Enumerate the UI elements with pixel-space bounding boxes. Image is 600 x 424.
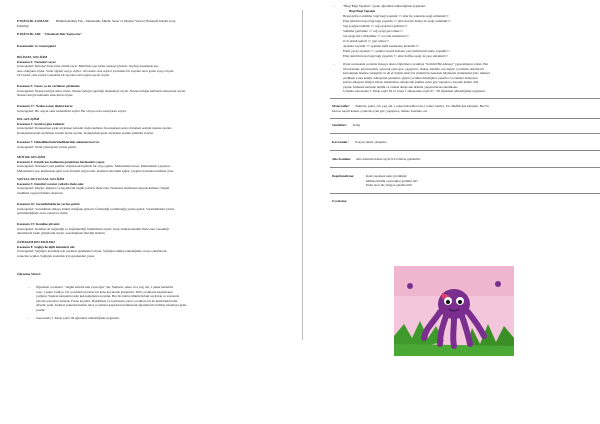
k17-line-1: Göstergeleri: Bir olayın olası nedenlerini söyler. Bir olayın olası sonuçlarını söyler. [17, 108, 127, 113]
para-line-1: Oyun sonrasında çocuklar masaya alınır. Öğretmen çocuklara "Sevimli Bir Ahtapot" yapacaklarını söyler. Her [343, 62, 489, 66]
sozcukler-label: Sözcükler: [332, 123, 348, 127]
song-line-7: Ayakları sayalım <> ayakları hafif kanatlanıp hızlandır<> [343, 44, 420, 48]
k3s-line-1: Göstergeleri: Duygu, düşünce ve hayallerini özgün yollarla ifade eder. Nesneleri alışılmışın dışında kullanır. Özgün [17, 186, 170, 190]
k3s-line-2: özellikler taşıyan ürünler oluşturur. [17, 190, 64, 195]
row-divider [330, 167, 600, 168]
sozcukler-value: Kalıp [353, 123, 361, 127]
bullet-1: – [28, 285, 30, 289]
materyaller-label: Materyaller: [332, 104, 350, 108]
row-divider [330, 193, 600, 194]
column-divider [302, 10, 303, 340]
k4-line-2: tane olduğunu söyler. Sıralı öğeleri sayıyı söyler. 10'a kadar olan sayılar içerisinde bir sayıdan önce gelen sayıyı söyler. [17, 68, 175, 73]
k15-line-2: durumlarda farklı görüşlerini söyler. Gerektiğinde liderliği üstlenir. [17, 231, 106, 235]
k5-line-1: Göstergeleri: Nesne/varlığın adını söyler. Nesne/varlığın yapıldığı malzemeyi söyler. Nesne/varlığın kullanım amaçlarını söyler. [17, 88, 186, 93]
para-bullet: – [333, 62, 335, 66]
p1-line-2: tozu, 1 paket vanilya, Un çocuklarla beraber bir kaba koyularak karıştırılır. Tüm çocukların kaşıklarının [36, 289, 173, 294]
ozbakim-title: ÖZBAKIM BECERİLERİ [17, 240, 55, 244]
k8-line-2: sonuçları açıklar. Sağlığını korumak için gerekenleri yapar. [17, 253, 95, 258]
k3-line-2: Konuşurken/şarkı söylerken sesinin hızını ayarlar. Konuşurken/şarkı söylerken sesinin şiddetini ayarlar. [17, 130, 154, 135]
degerlendirme-label: Değerlendirme: [332, 174, 355, 178]
para-line-6: yapılır. Kâhanın kartınde iletimi ve ortakla ahtapotun ürünler yapıştırılarak tamamlanır. [343, 84, 459, 89]
para-line-4: çizdikten sonra kesilir. Ahtapotun gözlerini, ağzını çocuklar dilediğince yaparlar. Çocuklara ahtapotun [343, 75, 478, 80]
song-bullet: – [333, 4, 335, 8]
para-line-3: kartonunun üzerine yerleştirir ve eli el ölçüsü elleri bir çizimini üç kenarını büyüterek çizmelerini ister. Ahtapot [343, 71, 491, 75]
song-line-4: Simdiler getirdiniz <> sağ ayağı geri alınız<> [343, 29, 404, 33]
song-line-5: Sol ayağı ileri yürüyünüz <> sol elle uzatılımız<> [343, 34, 409, 38]
k4-line-1: Göstergeleri: İleri/geri birer birer ritmik sayar. Belirtilen sayı kadar nesneyi gösterir. Saydığı nesnelerin kaç [17, 64, 159, 68]
k4m-title: Kazanım 4: Küçük kas kullanımı gerektiren hareketleri yapar. [17, 159, 105, 164]
p1-line-4: çikolata parçaları atılarak. Fırına koyulur. Pişirilirken ve saymasına sonra çocuklara bir ile üzerindeki bulut [36, 298, 178, 303]
aile-label: Aile Katılımı: [332, 157, 352, 161]
p2-line-1: Sonrasında 7. Kitap sayfa 38 öğretmen rehberliğinde uygulanır. [36, 316, 120, 320]
row-divider [330, 98, 600, 99]
k7-title: Kazanım 7: Dinlediklerinin/izlediklerinin anlamını kavrar. [17, 140, 100, 144]
zaman-value: Bütünleştirilmiş Fen - Matematik, Müzik, Sanat ve Oluşma Yaratıcı Hareketli Küçük Grup [56, 19, 176, 23]
k17-title: Kazanım 17: Neden-sonuç ilişkisi kurar. [17, 104, 74, 108]
materyaller-line-1: Yumurta, şeker, sıvı yağ, süt, 1 paket kabartma tozu,1 paket vanilya, Un, Muffik kek kalıpları, Her bir [355, 104, 490, 108]
k3-line-1: Göstergeleri: Konuşurken şarkı söylerken nefesini doğru kullanır. Konuşurken şarkı söylerken sesinin tonunu ayarlar. [17, 126, 172, 130]
para-line-2: bir kartonun, keçeli kalem, oyuncak oyun göz, yapıştırıcı, makas, kurdele, ete dağıtır. Çocukları ellerini bir [343, 66, 484, 71]
p1-line-3: yağlanır. Yapılan karışımın tadın kek kalıplarına koyulur. Her bir kalıba ürünün fırlaki sayılarak ve sayısında [36, 294, 180, 298]
octopus-illustration [394, 266, 514, 356]
p1-line-6: yenilir. [36, 307, 46, 312]
k4-line-3: 10'a kadar olan sayılar içerisinde bir sayıdan sonra gelen sayıyı söyler. [17, 73, 110, 77]
k4m-line-2: Malzemeleri araç kullanarak şekil verir. Kalemi doğru tutar. Kalem kontrolünü sağlar. Çizgileri istenilen nitelikte çizer. [17, 168, 175, 173]
bullet-2: – [28, 316, 30, 320]
para-line-7: Çalışma sonrasında 7. Kitap sayfa 39 ve Çizgi 1 ahtapotunu sayfa 97 - 98 öğretmen rehberliğinde uygulanır. [343, 89, 486, 93]
song-line-1: Hepsi geliyor şimdiler bugi bugi yapalım <> eller ile yanlarda aşağı sallamım<> [343, 14, 450, 18]
uyarlama-label: Uyarlama: [332, 199, 348, 203]
octopus-craft-photo [394, 266, 514, 356]
k10-line-1: Göstergeleri: Sorumluluk almaya istekli olduğunu gösterir. Üstlendiği sorumluluğu yerine getirir. Sorumluluklar yerine [17, 206, 175, 211]
k7-line-1: Göstergeleri: Sözel yönergeleri yerine getirir. [17, 144, 77, 149]
k8-line-1: Göstergeleri: Sağlığını korumak için yapması gerekenleri söyler. Sağlığına dikkat etmediğinde ortaya çıkabilecek [17, 249, 167, 253]
k5-title: Kazanım 5: Nesne ya da varlıkları gözlemler. [17, 84, 81, 88]
para-line-5: kolları ahtapotu ahtapot kafası tamamlanır. Ahtapotun şekline eyize göz yapıştırıcı, kayalık kalem. Kâr [343, 80, 479, 84]
row-divider [330, 118, 600, 119]
zaman-value-2: Etkinliği [17, 23, 29, 28]
k4m-line-1: Göstergeleri: Nesneleri yeni şekiller oluşturacak biçimde bir araya getirir. Malzemeleri keser. Malzemeleri yapıştırır. [17, 164, 171, 168]
aile-value: Aile Katılımı Kitabı sayfa 8-9 evlilere gönderilir. [356, 157, 421, 161]
k5-line-2: Nesne/varlığın kullanım amaçlarını söyler. [17, 93, 74, 97]
ogrenme-header: Öğrenme Süreci: [17, 272, 41, 276]
k10-title: Kazanım 10: Sorumluluklarını yerine getirir. [17, 202, 81, 206]
row-divider [330, 133, 600, 134]
materyaller-line-2: karton, keçeli kalem, oyuncak oyun göz, yapıştırıcı, makas, Kurdele, ete [332, 108, 428, 113]
row-divider [330, 150, 600, 151]
k3s-title: Kazanım 3: Kendini yaratıcı yollarla ifade eder. [17, 181, 85, 186]
adi-label: ETKİNLİK ADI: [17, 32, 42, 36]
dil-title: DİL GELİŞİMİ [17, 117, 40, 121]
k3-title: Kazanım 3: Sesini uygun kullanır. [17, 121, 65, 126]
motor-title: MOTOR GELİŞİM [17, 155, 46, 159]
p1-line-5: afiyetle yenir. Kekleri yemeden hemen önce çocuklara kaşarlarını kullanarak öğretmen ile birlikte yıkamaya gider. [36, 303, 187, 307]
song-line-8: Elleri yavaş sayalım <> ayaklar sayıldı hızlanır yere birikli hızlı kalıp yapalım<> [343, 49, 450, 53]
bilissel-title: BİLİŞSEL GELİŞİM [17, 55, 48, 59]
degerlendirme-q1: Keki yaparken neler gördünüz? [366, 174, 408, 178]
kazanim-header: Kazanımlar ve Göstergeleri [17, 44, 56, 48]
k10-line-2: getirilmediğinde olası sonuçları söyler. [17, 211, 69, 215]
adi-value: "Çikolatalı Bolt Yapıyoruz" [43, 32, 83, 36]
p1-line-1: Öğretmen çocuklara " bugün sizlerle kek yapacağız" der. Yumurta, şeker, sıvı yağ, süt, 1 paket kabartma [36, 285, 174, 289]
degerlendirme-q3: Daha önce hiç ahtapot gördün mü? [366, 183, 413, 187]
song-title: Bugi Bugi Yapalım [349, 9, 376, 13]
song-line-9: Eller şimdi havaya bugi bugi yapalım <> eller hafifçe aşağı da yere sallamım<> [343, 54, 449, 58]
song-line-3: Sağ ayağını indirdik <> sağ ayak ileri getiririz<> [343, 24, 408, 28]
k8-title: Kazanım 8: Sağlığı ile ilgili önlemleri alır. [17, 244, 76, 249]
k4-title: Kazanım 4: Nesneleri sayar. [17, 59, 57, 64]
k15-title: Kazanım 15: Kendine güvenir. [17, 222, 60, 226]
degerlendirme-q2: Müzik ritmimi oyuncaklar görünür mi? [366, 178, 418, 183]
kavramlar-value: 8 sayısı tekrar çalışması [355, 140, 387, 144]
zaman-label: ETKİNLİK ZAMANI: [17, 19, 50, 23]
k15-line-1: Göstergeleri: Kendine ait beğendiği ve beğenmediği özelliklerini söyler. Grup önünde kendini ifade eder. Gerektiği [17, 226, 169, 231]
song-line-6: O da şimdi getirdi <> geri alınız<> [343, 39, 390, 43]
song-intro: "Bugi Bugi Yapalım" oyunu öğretmen rehberliğinde uygulanır. [343, 4, 426, 8]
song-line-2: Eller şimdi havaya bugi bugi yapalım <> eller havada hafiçe de aşağı sallamım<> [343, 19, 451, 23]
kavramlar-label: Kavramlar: [332, 140, 349, 144]
sosyal-title: SOSYAL DUYGUSAL GELİŞİM [17, 177, 65, 181]
